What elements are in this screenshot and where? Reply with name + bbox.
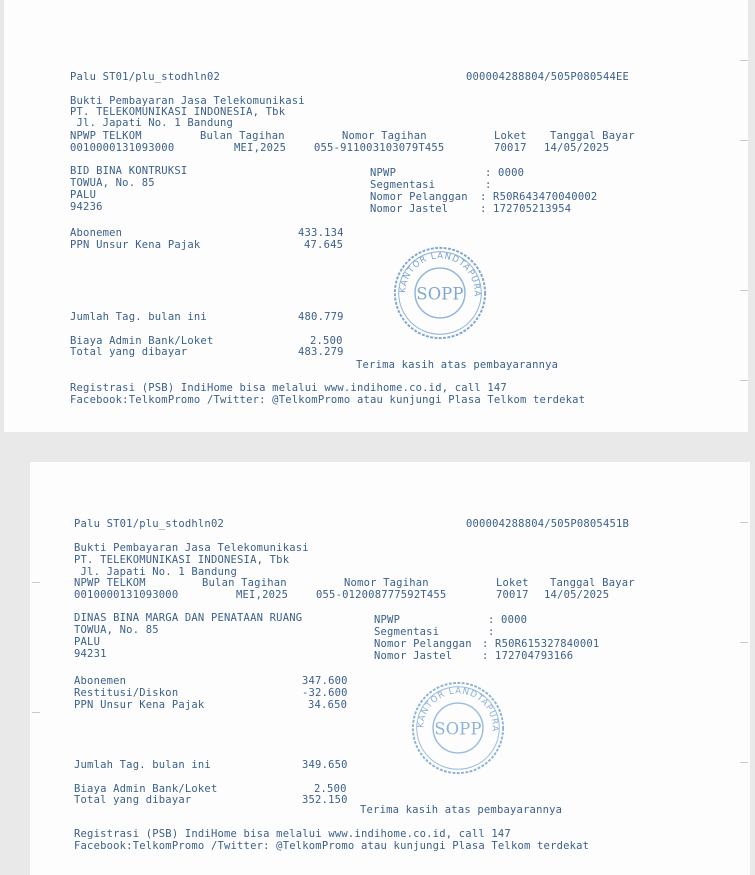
label-nomor-tagihan: Nomor Tagihan	[344, 577, 429, 589]
thank-you-note: Terima kasih atas pembayarannya	[356, 359, 559, 371]
item-label: PPN Unsur Kena Pajak	[70, 239, 201, 251]
item-value: 347.600	[302, 675, 348, 687]
pelanggan-label: Nomor Pelanggan	[370, 191, 468, 203]
jastel-value: : 172705213954	[480, 203, 572, 215]
item-value: 433.134	[298, 227, 344, 239]
customer-city: PALU	[70, 189, 97, 201]
total-label: Total yang dibayar	[70, 346, 188, 358]
total-value: 352.150	[302, 794, 348, 806]
value-tanggal-bayar: 14/05/2025	[544, 142, 610, 154]
segmentasi-value: :	[485, 179, 492, 191]
segmentasi-value: :	[488, 626, 495, 638]
value-nomor-tagihan: 055-012008777592T455	[316, 589, 447, 601]
promo-line-2: Facebook:TelkomPromo /Twitter: @TelkomPromo atau kunjungi Plasa Telkom terdekat	[70, 394, 586, 406]
item-label: PPN Unsur Kena Pajak	[74, 699, 205, 711]
company-address: Jl. Japati No. 1 Bandung	[74, 566, 238, 578]
jastel-value: : 172704793166	[482, 650, 574, 662]
customer-name: DINAS BINA MARGA DAN PENATAAN RUANG	[74, 612, 303, 624]
customer-postal: 94231	[74, 648, 107, 660]
customer-address: TOWUA, No. 85	[70, 177, 155, 189]
value-npwp-telkom: 0010000131093000	[70, 142, 175, 154]
thank-you-note: Terima kasih atas pembayarannya	[360, 804, 563, 816]
value-loket: 70017	[494, 142, 527, 154]
customer-city: PALU	[74, 636, 101, 648]
customer-address: TOWUA, No. 85	[74, 624, 159, 636]
terminal-id: Palu ST01/plu_stodhln02	[74, 518, 224, 530]
npwp-value: : 0000	[488, 614, 528, 626]
jumlah-label: Jumlah Tag. bulan ini	[74, 759, 211, 771]
pelanggan-value: : R50R615327840001	[482, 638, 600, 650]
value-loket: 70017	[496, 589, 529, 601]
stamp-ring-text: KANTOR LANDTAPURA	[416, 686, 500, 733]
transaction-ref: 000004288804/505P080544EE	[466, 71, 630, 83]
value-npwp-telkom: 0010000131093000	[74, 589, 179, 601]
admin-label: Biaya Admin Bank/Loket	[74, 783, 218, 795]
receipt-1	[4, 0, 748, 432]
jumlah-value: 480.779	[298, 311, 344, 323]
segmentasi-label: Segmentasi	[370, 179, 436, 191]
company-name: PT. TELEKOMUNIKASI INDONESIA, Tbk	[70, 106, 286, 118]
npwp-label: NPWP	[374, 614, 401, 626]
item-label: Abonemen	[74, 675, 127, 687]
receipt-title: Bukti Pembayaran Jasa Telekomunikasi	[70, 95, 305, 107]
total-label: Total yang dibayar	[74, 794, 192, 806]
jumlah-value: 349.650	[302, 759, 348, 771]
label-bulan-tagihan: Bulan Tagihan	[202, 577, 287, 589]
item-value: 47.645	[304, 239, 344, 251]
company-name: PT. TELEKOMUNIKASI INDONESIA, Tbk	[74, 554, 290, 566]
stamp-seal-icon	[410, 680, 506, 776]
pelanggan-label: Nomor Pelanggan	[374, 638, 472, 650]
label-nomor-tagihan: Nomor Tagihan	[342, 130, 427, 142]
customer-name: BID BINA KONTRUKSI	[70, 165, 188, 177]
label-tanggal-bayar: Tanggal Bayar	[550, 130, 635, 142]
value-bulan-tagihan: MEI,2025	[234, 142, 287, 154]
label-loket: Loket	[496, 577, 529, 589]
jastel-label: Nomor Jastel	[374, 650, 453, 662]
promo-line-1: Registrasi (PSB) IndiHome bisa melalui www.indihome.co.id, call 147	[74, 828, 511, 840]
promo-line-2: Facebook:TelkomPromo /Twitter: @TelkomPromo atau kunjungi Plasa Telkom terdekat	[74, 840, 590, 852]
admin-value: 2.500	[310, 335, 343, 347]
admin-label: Biaya Admin Bank/Loket	[70, 335, 214, 347]
label-loket: Loket	[494, 130, 527, 142]
item-value: -32.600	[302, 687, 348, 699]
customer-postal: 94236	[70, 201, 103, 213]
label-tanggal-bayar: Tanggal Bayar	[550, 577, 635, 589]
stamp-center-text: SOPP	[416, 284, 464, 304]
value-bulan-tagihan: MEI,2025	[236, 589, 289, 601]
receipt-title: Bukti Pembayaran Jasa Telekomunikasi	[74, 542, 309, 554]
label-npwp-telkom: NPWP TELKOM	[70, 130, 142, 142]
value-nomor-tagihan: 055-911003103079T455	[314, 142, 445, 154]
npwp-label: NPWP	[370, 167, 397, 179]
stamp-seal-icon	[392, 245, 488, 341]
item-label: Abonemen	[70, 227, 123, 239]
jumlah-label: Jumlah Tag. bulan ini	[70, 311, 207, 323]
npwp-value: : 0000	[485, 167, 525, 179]
receipt-2	[30, 462, 750, 875]
promo-line-1: Registrasi (PSB) IndiHome bisa melalui www.indihome.co.id, call 147	[70, 382, 507, 394]
total-value: 483.279	[298, 346, 344, 358]
value-tanggal-bayar: 14/05/2025	[544, 589, 610, 601]
stamp-center-text: SOPP	[434, 719, 482, 739]
item-value: 34.650	[308, 699, 348, 711]
admin-value: 2.500	[314, 783, 347, 795]
segmentasi-label: Segmentasi	[374, 626, 440, 638]
office-stamp-2	[410, 680, 506, 776]
jastel-label: Nomor Jastel	[370, 203, 449, 215]
company-address: Jl. Japati No. 1 Bandung	[70, 117, 234, 129]
transaction-ref: 000004288804/505P0805451B	[466, 518, 630, 530]
terminal-id: Palu ST01/plu_stodhln02	[70, 71, 220, 83]
office-stamp-1	[392, 245, 488, 341]
label-bulan-tagihan: Bulan Tagihan	[200, 130, 285, 142]
stamp-ring-text: KANTOR LANDTAPURA	[398, 251, 482, 298]
label-npwp-telkom: NPWP TELKOM	[74, 577, 146, 589]
item-label: Restitusi/Diskon	[74, 687, 179, 699]
pelanggan-value: : R50R643470040002	[480, 191, 598, 203]
